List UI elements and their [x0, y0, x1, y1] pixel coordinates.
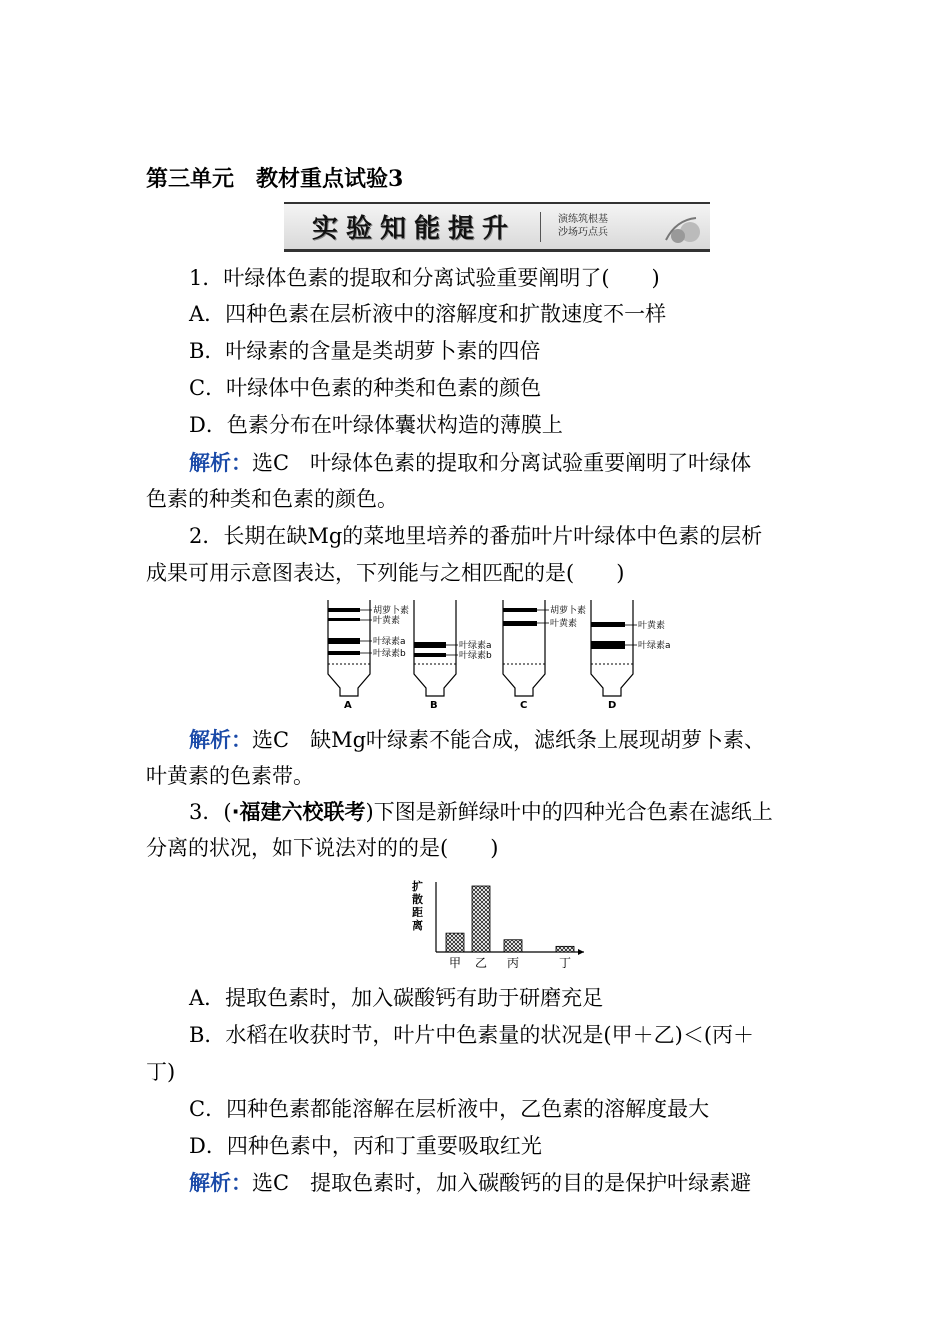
banner-subtitle — [558, 213, 608, 239]
chart-bar-1 — [446, 933, 464, 952]
section-banner — [284, 202, 710, 252]
tube-a — [328, 600, 409, 711]
banner-subtitle-line1: 演练筑根基 — [558, 214, 608, 225]
page-title: 第三单元 教材重点试验3 — [146, 166, 404, 192]
q3-answer-line1 — [189, 1168, 751, 1198]
banner-divider — [540, 212, 541, 242]
q2-answer-text: 选C 缺Mg叶绿素不能合成，滤纸条上展现胡萝卜素、 — [252, 728, 766, 752]
chart-category-label-1: 甲 — [448, 956, 462, 970]
q1-stem: 1．叶绿体色素的提取和分离试验重要阐明了( ) — [189, 266, 660, 290]
tube-d-label-chl-a: 叶绿素a — [638, 641, 671, 651]
q3-source: ·福建六校联考 — [231, 800, 366, 824]
q2-answer-line2: 叶黄素的色素带。 — [146, 764, 314, 788]
q3-answer-text: 选C 提取色素时，加入碳酸钙的目的是保护叶绿素避 — [252, 1171, 752, 1195]
chart-ylabel-char-4: 离 — [412, 919, 423, 932]
tube-d-letter: D — [608, 700, 617, 711]
tube-b — [414, 600, 492, 711]
tube-a-label-chl-b: 叶绿素b — [373, 649, 406, 659]
tube-b-label-chl-b: 叶绿素b — [459, 651, 492, 661]
chart-ylabel-char-1: 扩 — [412, 880, 423, 893]
q3-option-d: D．四种色素中，丙和丁重要吸取红光 — [189, 1134, 542, 1158]
q3-option-a: A．提取色素时，加入碳酸钙有助于研磨充足 — [189, 986, 604, 1010]
chart-category-label-4: 丁 — [558, 956, 572, 970]
chart-category-label-3: 丙 — [506, 956, 520, 970]
chart-bar-4 — [556, 946, 574, 952]
answer-label: 解析： — [189, 728, 252, 752]
banner-decoration-icon — [656, 210, 706, 246]
tube-a-label-carotene: 胡萝卜素 — [373, 606, 410, 616]
q3-option-c: C．四种色素都能溶解在层析液中，乙色素的溶解度最大 — [189, 1097, 710, 1121]
answer-label: 解析： — [189, 451, 252, 475]
chart-x-arrow — [578, 949, 584, 955]
banner-subtitle-line2: 沙场巧点兵 — [558, 227, 608, 238]
tube-d-label-xanthophyll: 叶黄素 — [638, 621, 666, 631]
q1-answer-text: 选C 叶绿体色素的提取和分离试验重要阐明了叶绿体 — [252, 451, 752, 475]
answer-label: 解析： — [189, 1171, 252, 1195]
chart-ylabel — [412, 879, 423, 932]
chart-bar-2 — [472, 886, 490, 952]
q2-answer-line1 — [189, 725, 765, 755]
q1-answer-line2: 色素的种类和色素的颜色。 — [146, 487, 398, 511]
pigment-bar-chart — [408, 876, 592, 972]
q1-option-b: B．叶绿素的含量是类胡萝卜素的四倍 — [189, 339, 541, 363]
tube-c — [503, 600, 586, 711]
q2-stem-line2: 成果可用示意图表达，下列能与之相匹配的是( ) — [146, 561, 625, 585]
q1-option-a: A．四种色素在层析液中的溶解度和扩散速度不一样 — [189, 302, 667, 326]
tube-a-letter: A — [344, 700, 352, 711]
tube-d — [591, 600, 671, 711]
tube-a-label-xanthophyll: 叶黄素 — [373, 616, 401, 626]
q3-stem-line1 — [189, 797, 773, 827]
q3-option-b-line2: 丁) — [146, 1060, 176, 1084]
banner-title: 实验知能提升 — [312, 214, 517, 244]
chart-category-label-2: 乙 — [474, 956, 488, 970]
q2-stem-line1: 2．长期在缺Mg的菜地里培养的番茄叶片叶绿体中色素的层析 — [189, 524, 763, 548]
q1-option-c: C．叶绿体中色素的种类和色素的颜色 — [189, 376, 542, 400]
q1-option-d: D．色素分布在叶绿体囊状构造的薄膜上 — [189, 413, 563, 437]
chart-bar-3 — [504, 940, 522, 952]
q3-stem-line2: 分离的状况，如下说法对的的是( ) — [146, 836, 499, 860]
chart-ylabel-char-2: 散 — [412, 893, 423, 906]
chromatography-tubes-figure — [318, 596, 688, 712]
q3-option-b-line1: B．水稻在收获时节，叶片中色素量的状况是(甲＋乙)＜(丙＋ — [189, 1023, 755, 1047]
q1-answer-line1 — [189, 448, 751, 478]
chart-ylabel-char-3: 距 — [412, 906, 423, 919]
tube-b-letter: B — [430, 700, 438, 711]
tube-c-label-carotene: 胡萝卜素 — [550, 606, 587, 616]
tube-c-label-xanthophyll: 叶黄素 — [550, 619, 578, 629]
q3-stem-rest: )下图是新鲜绿叶中的四种光合色素在滤纸上 — [365, 800, 773, 824]
tube-b-label-chl-a: 叶绿素a — [459, 641, 492, 651]
q3-stem-prefix: 3．( — [189, 800, 232, 824]
tube-c-letter: C — [520, 700, 528, 711]
tube-a-label-chl-a: 叶绿素a — [373, 637, 406, 647]
